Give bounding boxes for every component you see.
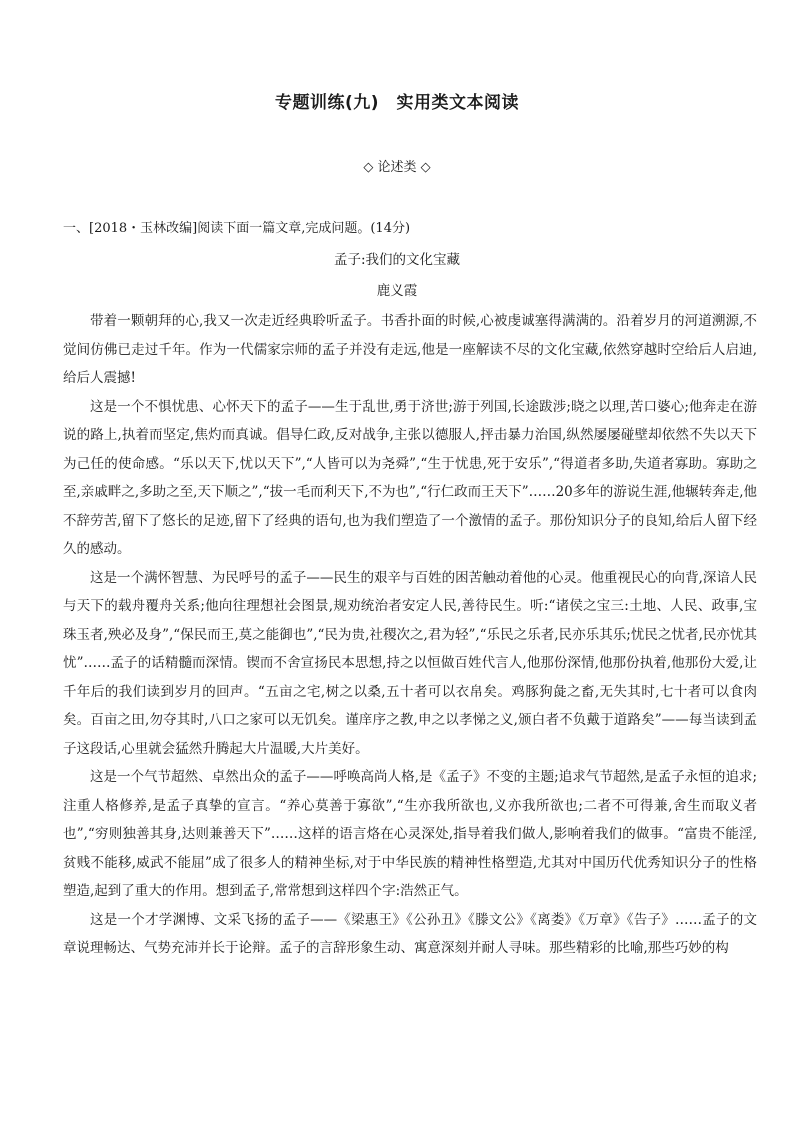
page-title: 专题训练(九) 实用类文本阅读 — [274, 93, 520, 113]
section-label: ◇ 论述类 ◇ — [363, 160, 431, 175]
paragraph: 带着一颗朝拜的心,我又一次走近经典聆听孟子。书香扑面的时候,心被虔诚塞得满满的。沿着岁月的河道溯源,不觉间仿佛已走过千年。作为一代儒家宗师的孟子并没有走远,他是一座解读不尽的文化宝藏,依然穿越时空给后人启迪,给后人震撼! — [63, 313, 757, 386]
question-prompt: 一、[2018・玉林改编]阅读下面一篇文章,完成问题。(14分) — [63, 221, 411, 236]
article-body — [63, 307, 757, 963]
article-author: 鹿义霞 — [376, 283, 418, 299]
paragraph: 这是一个满怀智慧、为民呼号的孟子——民生的艰辛与百姓的困苦触动着他的心灵。他重视民心的向背,深谙人民与天下的载舟覆舟关系;他向往理想社会图景,规劝统治者安定人民,善待民生。听:“诸侯之宝三:土地、人民、政事,宝珠玉者,殃必及身”,“保民而王,莫之能御也”,“民为贵,社稷次之,君为轻”,“乐民之乐者,民亦乐其乐;忧民之忧者,民亦忧其忧”……孟子的话精髓而深情。锲而不舍宣扬民本思想,持之以恒做百姓代言人,他那份深情,他那份执着,他那份大爱,让千年后的我们读到岁月的回声。“五亩之宅,树之以桑,五十者可以衣帛矣。鸡豚狗彘之畜,无失其时,七十者可以食肉矣。百亩之田,勿夺其时,八口之家可以无饥矣。谨庠序之教,申之以孝悌之义,颁白者不负戴于道路矣”——每当读到孟子这段话,心里就会猛然升腾起大片温暖,大片美好。 — [63, 569, 757, 757]
article-title: 孟子:我们的文化宝藏 — [333, 252, 461, 268]
paragraph: 这是一个气节超然、卓然出众的孟子——呼唤高尚人格,是《孟子》不变的主题;追求气节超然,是孟子永恒的追求;注重人格修养,是孟子真挚的宣言。“养心莫善于寡欲”,“生亦我所欲也,义亦我所欲也;二者不可得兼,舍生而取义者也”,“穷则独善其身,达则兼善天下”……这样的语言烙在心灵深处,指导着我们做人,影响着我们的做事。“富贵不能淫,贫贱不能移,威武不能屈”成了很多人的精神坐标,对于中华民族的精神性格塑造,尤其对中国历代优秀知识分子的性格塑造,起到了重大的作用。想到孟子,常常想到这样四个字:浩然正气。 — [63, 769, 757, 899]
paragraph: 这是一个才学渊博、文采飞扬的孟子——《梁惠王》《公孙丑》《滕文公》《离娄》《万章》《告子》……孟子的文章说理畅达、气势充沛并长于论辩。孟子的言辞形象生动、寓意深刻并耐人寻味。那些精彩的比喻,那些巧妙的构 — [63, 911, 757, 956]
paragraph: 这是一个不惧忧患、心怀天下的孟子——生于乱世,勇于济世;游于列国,长途跋涉;晓之以理,苦口婆心;他奔走在游说的路上,执着而坚定,焦灼而真诚。倡导仁政,反对战争,主张以德服人,抨击暴力治国,纵然屡屡碰壁却依然不失以天下为己任的使命感。“乐以天下,忧以天下”,“人皆可以为尧舜”,“生于忧患,死于安乐”,“得道者多助,失道者寡助。寡助之至,亲戚畔之,多助之至,天下顺之”,“拔一毛而利天下,不为也”,“行仁政而王天下”……20多年的游说生涯,他辗转奔走,他不辞劳苦,留下了悠长的足迹,留下了经典的语句,也为我们塑造了一个激情的孟子。那份知识分子的良知,给后人留下经久的感动。 — [63, 398, 757, 557]
